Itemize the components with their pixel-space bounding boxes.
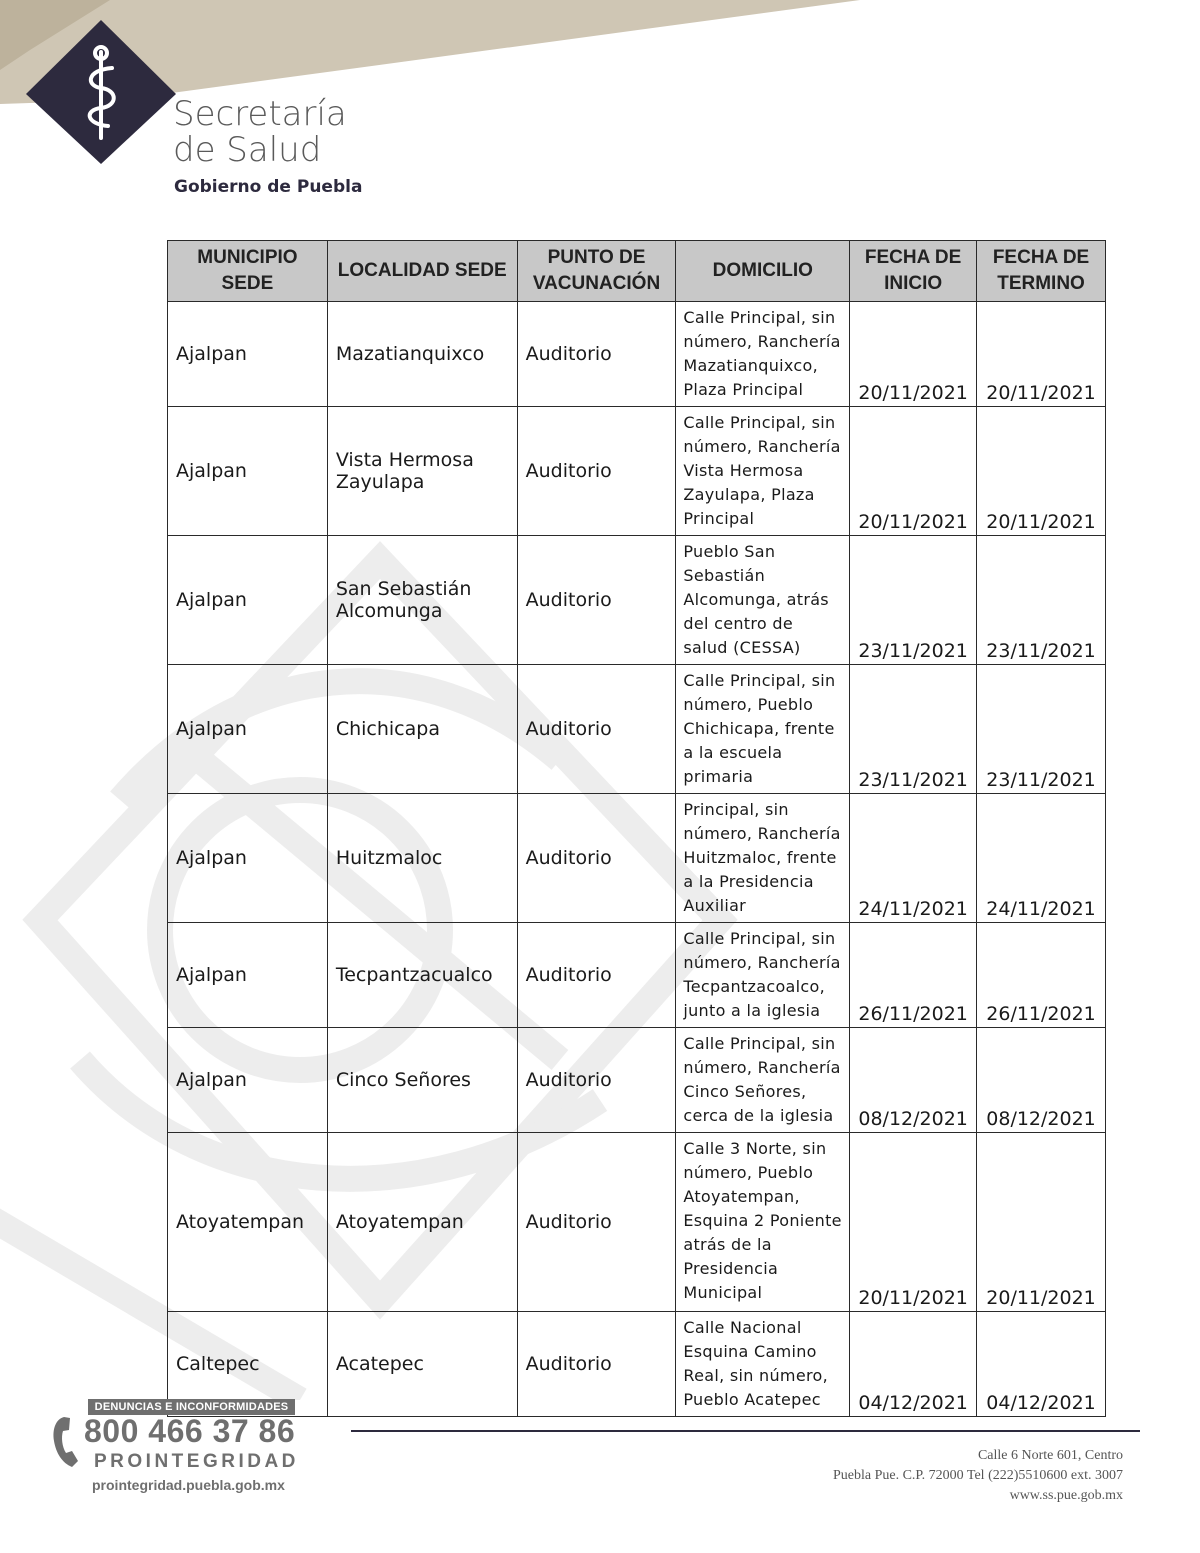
cell-fecha-termino: 08/12/2021 (977, 1028, 1106, 1133)
cell-fecha-termino: 24/11/2021 (977, 794, 1106, 923)
cell-municipio: Ajalpan (168, 794, 328, 923)
complaints-block (50, 1395, 310, 1505)
header-domicilio: DOMICILIO (676, 241, 850, 302)
cell-domicilio: Calle Principal, sin número, Ranchería Tecpantzacoalco, junto a la iglesia (676, 923, 850, 1028)
table-row (168, 923, 1106, 1028)
table-header-row (168, 241, 1106, 302)
cell-localidad: Cinco Señores (327, 1028, 517, 1133)
cell-fecha-inicio: 08/12/2021 (850, 1028, 977, 1133)
vaccination-schedule-table (167, 240, 1106, 1417)
cell-municipio: Ajalpan (168, 1028, 328, 1133)
footer-divider (351, 1430, 1140, 1432)
cell-domicilio: Calle Nacional Esquina Camino Real, sin número, Pueblo Acatepec (676, 1312, 850, 1417)
header-fecha-termino: FECHA DE TERMINO (977, 241, 1106, 302)
cell-fecha-inicio: 20/11/2021 (850, 407, 977, 536)
cell-municipio: Atoyatempan (168, 1133, 328, 1312)
cell-domicilio: Principal, sin número, Ranchería Huitzmaloc, frente a la Presidencia Auxiliar (676, 794, 850, 923)
cell-localidad: Chichicapa (327, 665, 517, 794)
complaints-phone[interactable]: 800 466 37 86 (84, 1413, 296, 1449)
cell-fecha-termino: 23/11/2021 (977, 665, 1106, 794)
cell-punto: Auditorio (517, 923, 676, 1028)
table-row (168, 665, 1106, 794)
cell-fecha-inicio: 24/11/2021 (850, 794, 977, 923)
address-line-2: Puebla Pue. C.P. 72000 Tel (222)5510600 ext. 3007 (832, 1468, 1123, 1483)
header-municipio: MUNICIPIO SEDE (168, 241, 328, 302)
org-name-line1: Secretaría (173, 94, 347, 134)
cell-punto: Auditorio (517, 1312, 676, 1417)
complaints-label: DENUNCIAS E INCONFORMIDADES (88, 1399, 295, 1415)
cell-fecha-termino: 26/11/2021 (977, 923, 1106, 1028)
cell-fecha-inicio: 04/12/2021 (850, 1312, 977, 1417)
cell-localidad: Vista Hermosa Zayulapa (327, 407, 517, 536)
cell-fecha-termino: 20/11/2021 (977, 1133, 1106, 1312)
cell-localidad: Tecpantzacualco (327, 923, 517, 1028)
address-line-1: Calle 6 Norte 601, Centro (977, 1448, 1123, 1463)
cell-punto: Auditorio (517, 302, 676, 407)
table-row (168, 536, 1106, 665)
cell-fecha-termino: 23/11/2021 (977, 536, 1106, 665)
cell-municipio: Ajalpan (168, 407, 328, 536)
cell-punto: Auditorio (517, 536, 676, 665)
cell-localidad: San Sebastián Alcomunga (327, 536, 517, 665)
cell-fecha-inicio: 23/11/2021 (850, 665, 977, 794)
table-row (168, 1133, 1106, 1312)
cell-punto: Auditorio (517, 407, 676, 536)
cell-fecha-inicio: 20/11/2021 (850, 302, 977, 407)
table-row (168, 1028, 1106, 1133)
cell-municipio: Ajalpan (168, 536, 328, 665)
cell-domicilio: Pueblo San Sebastián Alcomunga, atrás del centro de salud (CESSA) (676, 536, 850, 665)
header-localidad: LOCALIDAD SEDE (327, 241, 517, 302)
cell-domicilio: Calle Principal, sin número, Ranchería Vista Hermosa Zayulapa, Plaza Principal (676, 407, 850, 536)
website-link[interactable]: www.ss.pue.gob.mx (1009, 1488, 1123, 1503)
cell-municipio: Ajalpan (168, 665, 328, 794)
logo-emblem (26, 20, 176, 170)
cell-municipio: Ajalpan (168, 302, 328, 407)
prointegridad-link[interactable]: prointegridad.puebla.gob.mx (92, 1477, 285, 1493)
header-punto: PUNTO DE VACUNACIÓN (517, 241, 676, 302)
cell-municipio: Ajalpan (168, 923, 328, 1028)
table-row (168, 302, 1106, 407)
table-row (168, 794, 1106, 923)
cell-fecha-termino: 04/12/2021 (977, 1312, 1106, 1417)
cell-punto: Auditorio (517, 794, 676, 923)
cell-fecha-inicio: 20/11/2021 (850, 1133, 977, 1312)
cell-domicilio: Calle Principal, sin número, Ranchería Cinco Señores, cerca de la iglesia (676, 1028, 850, 1133)
cell-fecha-inicio: 26/11/2021 (850, 923, 977, 1028)
cell-domicilio: Calle Principal, sin número, Pueblo Chichicapa, frente a la escuela primaria (676, 665, 850, 794)
cell-localidad: Atoyatempan (327, 1133, 517, 1312)
org-name (173, 96, 347, 168)
cell-punto: Auditorio (517, 1028, 676, 1133)
cell-punto: Auditorio (517, 665, 676, 794)
government-name: Gobierno de Puebla (174, 177, 363, 197)
cell-punto: Auditorio (517, 1133, 676, 1312)
table-row (168, 407, 1106, 536)
cell-localidad: Mazatianquixco (327, 302, 517, 407)
cell-fecha-termino: 20/11/2021 (977, 302, 1106, 407)
cell-domicilio: Calle Principal, sin número, Ranchería Mazatianquixco, Plaza Principal (676, 302, 850, 407)
cell-localidad: Acatepec (327, 1312, 517, 1417)
cell-municipio: Caltepec (168, 1312, 328, 1417)
header-fecha-inicio: FECHA DE INICIO (850, 241, 977, 302)
cell-localidad: Huitzmaloc (327, 794, 517, 923)
prointegridad-brand: PROINTEGRIDAD (94, 1451, 299, 1472)
cell-fecha-inicio: 23/11/2021 (850, 536, 977, 665)
cell-domicilio: Calle 3 Norte, sin número, Pueblo Atoyatempan, Esquina 2 Poniente atrás de la Presidencia Municipal (676, 1133, 850, 1312)
org-name-line2: de Salud (173, 130, 322, 170)
office-address (833, 1446, 1123, 1506)
cell-fecha-termino: 20/11/2021 (977, 407, 1106, 536)
